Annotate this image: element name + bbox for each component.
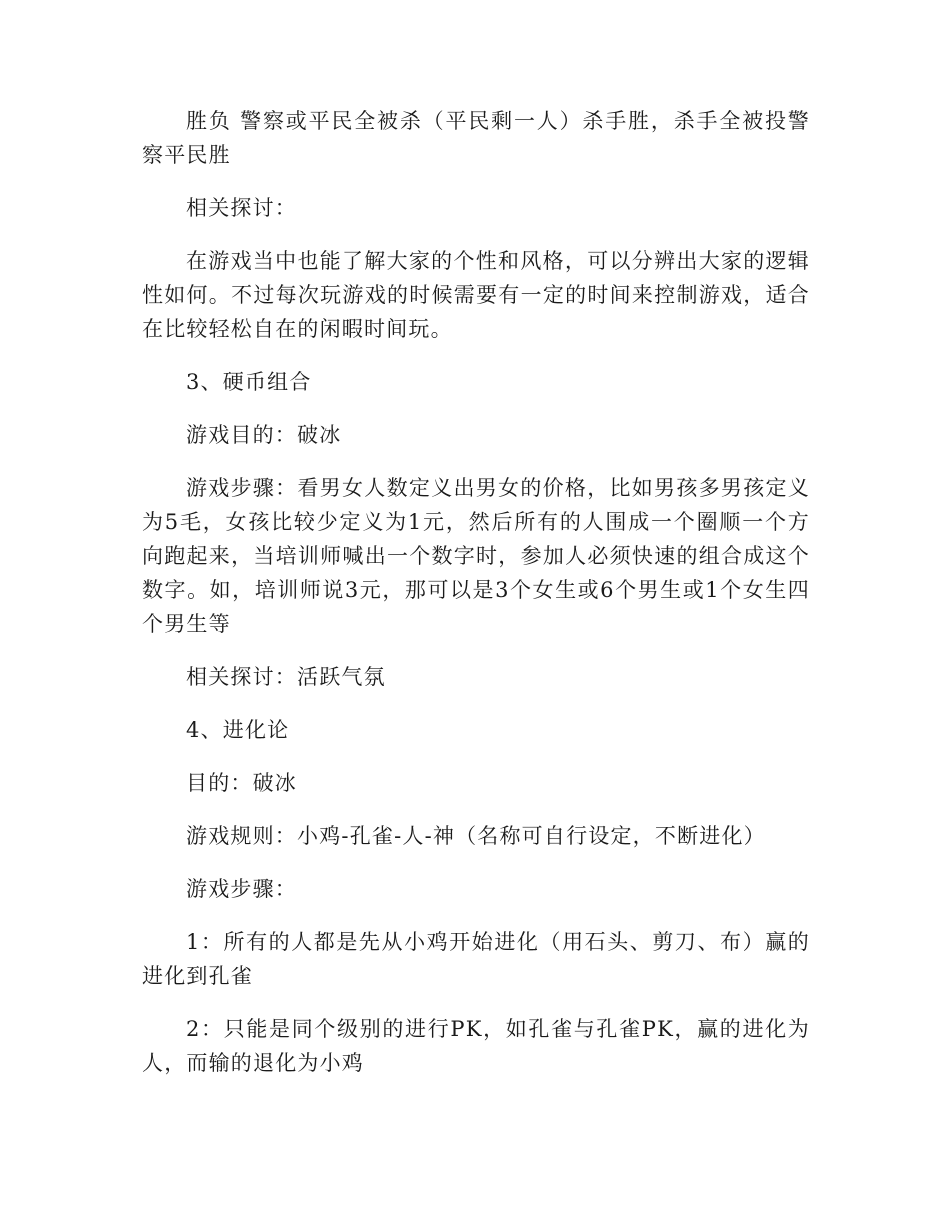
paragraph-evolution-rules: 游戏规则：小鸡-孔雀-人-神（名称可自行设定，不断进化）	[186, 824, 766, 848]
paragraph-coin-steps: 游戏步骤：看男女人数定义出男女的价格，比如男孩多男孩定义为5毛，女孩比较少定义为1元，然后所有的人围成一个圈顺一个方向跑起来，当培训师喊出一个数字时，参加人必须快速的组合成这个数字。如，培训师说3元，那可以是3个女生或6个男生或1个女生四个男生等	[142, 476, 810, 636]
paragraph-evolution-goal: 目的：破冰	[186, 771, 297, 795]
paragraph-coin-discussion: 相关探讨：活跃气氛	[186, 665, 386, 689]
section-heading-evolution: 4、进化论	[186, 718, 290, 742]
paragraph-win-condition: 胜负 警察或平民全被杀（平民剩一人）杀手胜，杀手全被投警察平民胜	[142, 109, 810, 167]
paragraph-evolution-steps-heading: 游戏步骤：	[186, 877, 297, 901]
paragraph-discussion-heading: 相关探讨：	[186, 196, 297, 220]
paragraph-discussion-body: 在游戏当中也能了解大家的个性和风格，可以分辨出大家的逻辑性如何。不过每次玩游戏的时候需要有一定的时间来控制游戏，适合在比较轻松自在的闲暇时间玩。	[142, 249, 810, 341]
paragraph-evolution-step-2: 2：只能是同个级别的进行PK，如孔雀与孔雀PK，赢的进化为人，而输的退化为小鸡	[142, 1017, 810, 1075]
paragraph-evolution-step-1: 1：所有的人都是先从小鸡开始进化（用石头、剪刀、布）赢的进化到孔雀	[142, 930, 810, 988]
section-heading-coin-combination: 3、硬币组合	[186, 370, 312, 394]
paragraph-coin-goal: 游戏目的：破冰	[186, 423, 342, 447]
